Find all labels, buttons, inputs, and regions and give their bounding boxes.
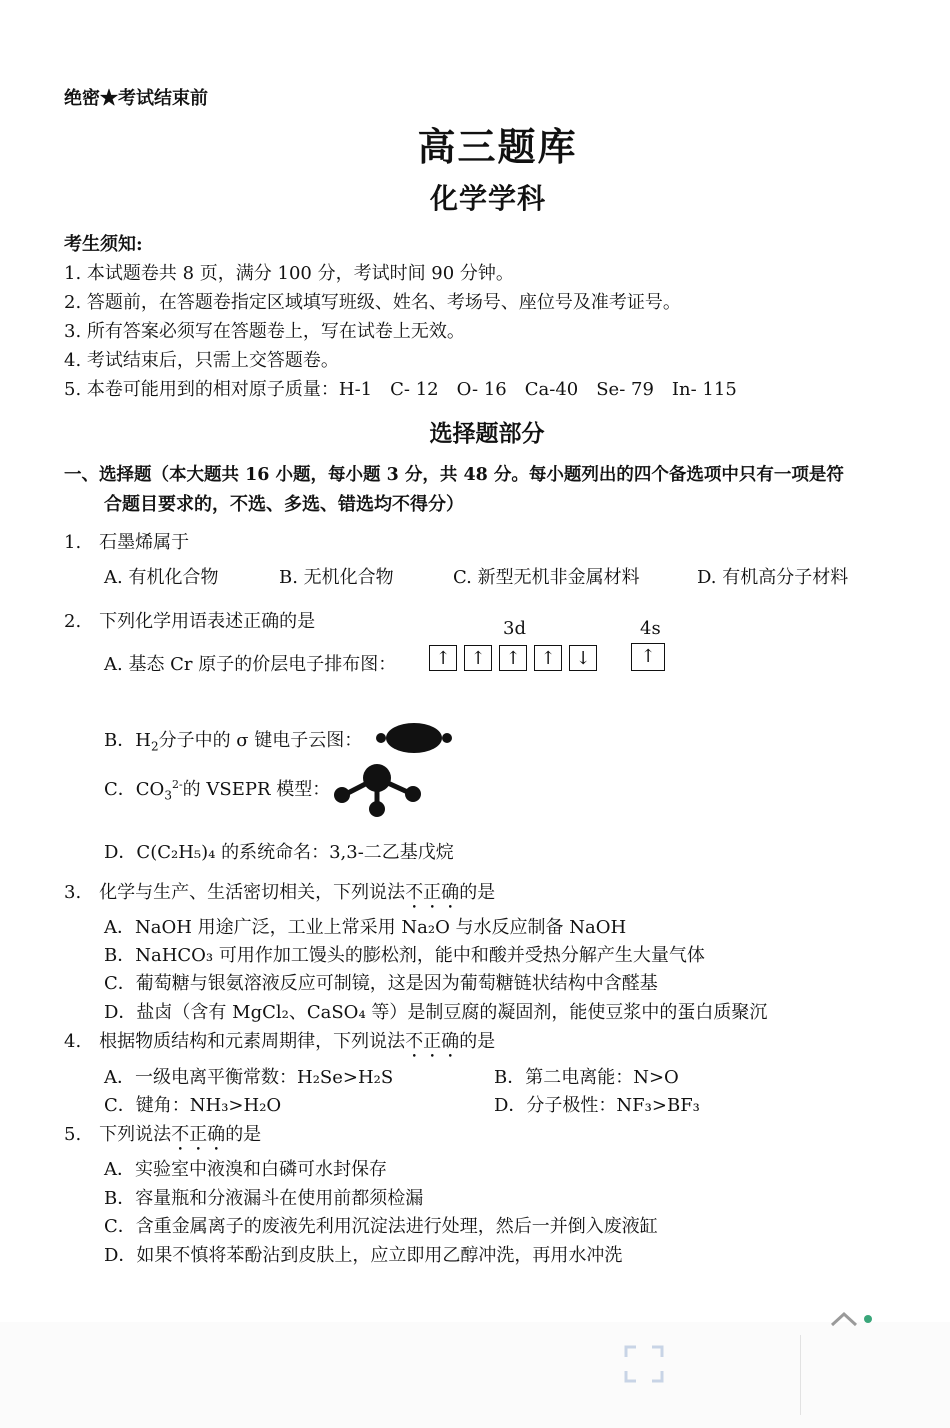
q1-option-d: D. 有机高分子材料 — [697, 567, 849, 588]
q3-option-b: B．NaHCO₃ 可用作加工馒头的膨松剂，能中和酸并受热分解产生大量气体 — [104, 945, 705, 966]
section-instruction-line2: 合题目要求的，不选、多选、错选均不得分） — [104, 494, 464, 515]
q2-option-d: D．C(C₂H₅)₄ 的系统命名：3,3-二乙基戊烷 — [104, 842, 454, 863]
section-instruction-line1: 一、选择题（本大题共 16 小题，每小题 3 分，共 48 分。每小题列出的四个备选项中只有一项是符 — [64, 465, 844, 485]
notice-item-4: 4. 考试结束后，只需上交答题卷。 — [64, 350, 339, 371]
notice-item-5: 5. 本卷可能用到的相对原子质量：H-1 C- 12 O- 16 Ca-40 Se- 79 In- 115 — [64, 379, 737, 400]
q2-option-a: A. 基态 Cr 原子的价层电子排布图： — [104, 654, 397, 675]
sigma-bond-electron-cloud-icon — [372, 718, 456, 758]
notice-item-1: 1. 本试题卷共 8 页，满分 100 分，考试时间 90 分钟。 — [64, 263, 514, 284]
q2-label-4s: 4s — [640, 618, 661, 639]
scroll-up-icon[interactable] — [828, 1308, 878, 1330]
fullscreen-icon[interactable] — [622, 1343, 666, 1385]
q3-option-c: C．葡萄糖与银氨溶液反应可制镜，这是因为葡萄糖链状结构中含醛基 — [104, 973, 658, 994]
q2-option-b: B．$H_2$分子中的 σ 键电子云图： — [104, 730, 363, 754]
page-title: 高三题库 — [417, 124, 578, 169]
secret-label: 绝密★考试结束前 — [64, 88, 208, 109]
q3-option-d: D．盐卤（含有 MgCl₂、CaSO₄ 等）是制豆腐的凝固剂，能使豆浆中的蛋白质聚沉 — [104, 1002, 768, 1023]
q5-option-d: D．如果不慎将苯酚沾到皮肤上，应立即用乙醇冲洗，再用水冲洗 — [104, 1245, 623, 1266]
orbital-box-3d-5: ↓ — [569, 645, 597, 671]
orbital-box-3d-3: ↑ — [499, 645, 527, 671]
notice-heading: 考生须知: — [64, 234, 143, 255]
orbital-3d-boxes — [429, 645, 597, 671]
orbital-box-3d-2: ↑ — [464, 645, 492, 671]
notice-item-2: 2. 答题前，在答题卷指定区域填写班级、姓名、考场号、座位号及准考证号。 — [64, 292, 681, 313]
q2-label-3d: 3d — [503, 618, 526, 639]
q1-option-a: A. 有机化合物 — [104, 567, 219, 588]
q4-option-d: D．分子极性：NF₃>BF₃ — [494, 1095, 700, 1116]
q4-option-c: C．键角：NH₃>H₂O — [104, 1095, 282, 1116]
q1-option-c: C. 新型无机非金属材料 — [453, 567, 640, 588]
q5-emphasis: 不正确 — [171, 1124, 226, 1145]
notice-item-3: 3. 所有答案必须写在答题卷上，写在试卷上无效。 — [64, 321, 465, 342]
q5-stem: 5. 下列说法不正确的是 — [64, 1124, 262, 1145]
orbital-box-4s: ↑ — [631, 643, 665, 671]
vsepr-planar-model-icon — [330, 762, 426, 818]
orbital-box-3d-4: ↑ — [534, 645, 562, 671]
orbital-4s-box — [631, 643, 665, 671]
q4-option-a: A．一级电离平衡常数：H₂Se>H₂S — [104, 1067, 394, 1088]
q1-stem: 1. 石墨烯属于 — [64, 532, 190, 553]
toolbar-divider — [800, 1335, 801, 1415]
q2-option-c: C．$CO_3^{2-}$的 VSEPR 模型： — [104, 778, 331, 803]
orbital-box-3d-1: ↑ — [429, 645, 457, 671]
q3-option-a: A．NaOH 用途广泛，工业上常采用 Na₂O 与水反应制备 NaOH — [104, 917, 627, 938]
q4-stem: 4. 根据物质结构和元素周期律，下列说法不正确的是 — [64, 1031, 496, 1052]
subject-title: 化学学科 — [429, 182, 546, 215]
q5-option-b: B．容量瓶和分液漏斗在使用前都须检漏 — [104, 1188, 424, 1209]
q5-option-c: C．含重金属离子的废液先利用沉淀法进行处理，然后一并倒入废液缸 — [104, 1216, 658, 1237]
q5-option-a: A．实验室中液溴和白磷可水封保存 — [104, 1159, 387, 1180]
q2-stem: 2. 下列化学用语表述正确的是 — [64, 611, 316, 632]
q4-emphasis: 不正确 — [405, 1031, 460, 1052]
q4-option-b: B．第二电离能：N>O — [494, 1067, 679, 1088]
q3-stem: 3. 化学与生产、生活密切相关，下列说法不正确的是 — [64, 882, 496, 903]
section-title: 选择题部分 — [429, 420, 545, 447]
q1-option-b: B. 无机化合物 — [279, 567, 394, 588]
viewer-toolbar — [0, 1322, 950, 1428]
q3-emphasis: 不正确 — [405, 882, 460, 903]
